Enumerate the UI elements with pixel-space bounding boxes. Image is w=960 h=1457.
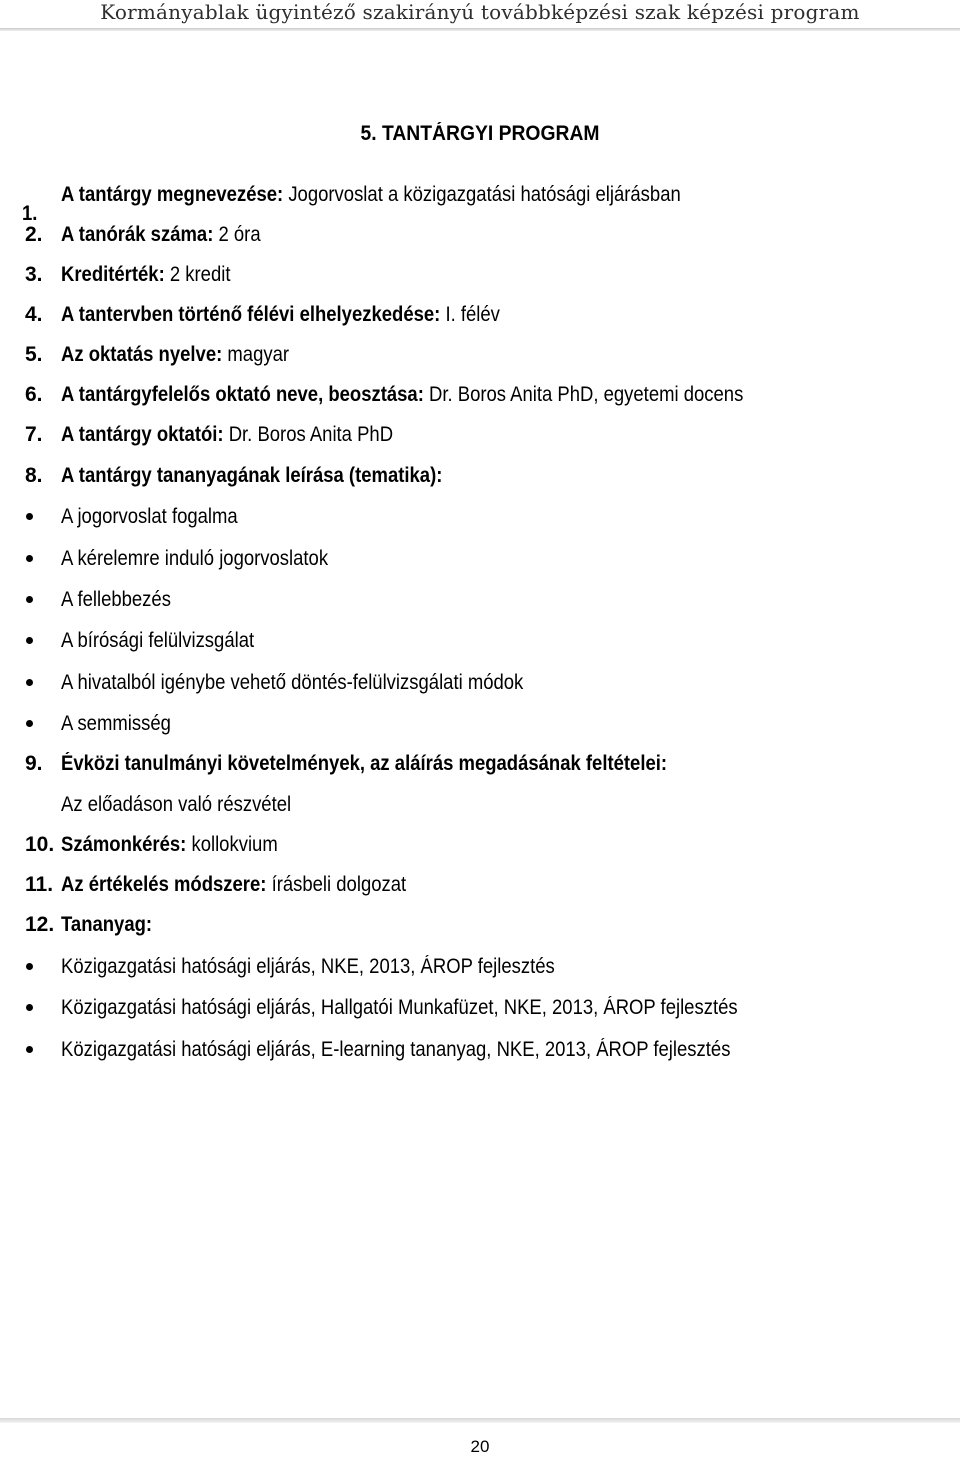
item-number: 11. bbox=[25, 873, 54, 896]
item-label: Tananyag: bbox=[61, 913, 153, 936]
item-value: Jogorvoslat a közigazgatási hatósági eljárásban bbox=[283, 183, 681, 206]
item-number: 8. bbox=[25, 464, 43, 487]
item-number: 6. bbox=[25, 383, 43, 406]
item-label: Évközi tanulmányi követelmények, az aláírás megadásának feltételei: bbox=[61, 752, 668, 775]
item-value: Dr. Boros Anita PhD, egyetemi docens bbox=[423, 383, 744, 406]
bullet-icon bbox=[26, 963, 33, 970]
item-label: A tantárgy megnevezése: bbox=[61, 183, 284, 206]
item-number: 12. bbox=[25, 913, 55, 936]
bullet-icon bbox=[26, 1004, 33, 1011]
item-value: magyar bbox=[222, 343, 290, 366]
item-number: 5. bbox=[25, 343, 43, 366]
item-value: 2 óra bbox=[213, 223, 261, 246]
item-number: 1. bbox=[22, 202, 38, 225]
item-value: írásbeli dolgozat bbox=[266, 873, 407, 896]
item-label: A tanórák száma: bbox=[61, 223, 214, 246]
bullet-icon bbox=[26, 555, 33, 562]
item-label: A tantervben történő félévi elhelyezkedése: bbox=[61, 303, 441, 326]
item-label: Kreditérték: bbox=[61, 263, 165, 286]
header-divider bbox=[0, 28, 960, 31]
item-label: Az értékelés módszere: bbox=[61, 873, 267, 896]
item-label: Számonkérés: bbox=[61, 833, 187, 856]
bullet-icon bbox=[26, 720, 33, 727]
item-number: 3. bbox=[25, 263, 43, 286]
item-number: 4. bbox=[25, 303, 43, 326]
item-label: A tantárgy tananyagának leírása (tematika): bbox=[61, 464, 443, 487]
item-number: 7. bbox=[25, 423, 43, 446]
item-value: 2 kredit bbox=[164, 263, 231, 286]
bullet-icon bbox=[26, 513, 33, 520]
item-label: A tantárgy oktatói: bbox=[61, 423, 224, 446]
footer-divider bbox=[0, 1418, 960, 1423]
bullet-icon bbox=[26, 679, 33, 686]
item-value: I. félév bbox=[440, 303, 500, 326]
section-title: 5. TANTÁRGYI PROGRAM bbox=[360, 122, 600, 145]
page-header: Kormányablak ügyintéző szakirányú továbbképzési szak képzési program bbox=[100, 0, 860, 24]
item-label: A tantárgyfelelős oktató neve, beosztása: bbox=[61, 383, 424, 406]
bullet-icon bbox=[26, 596, 33, 603]
page-number: 20 bbox=[470, 1437, 490, 1456]
item-value: Dr. Boros Anita PhD bbox=[223, 423, 394, 446]
bullet-icon bbox=[26, 637, 33, 644]
item-number: 10. bbox=[25, 833, 55, 856]
item-number: 2. bbox=[25, 223, 43, 246]
item-value: kollokvium bbox=[186, 833, 278, 856]
item-number: 9. bbox=[25, 752, 43, 775]
item-label: Az oktatás nyelve: bbox=[61, 343, 223, 366]
bullet-icon bbox=[26, 1046, 33, 1053]
